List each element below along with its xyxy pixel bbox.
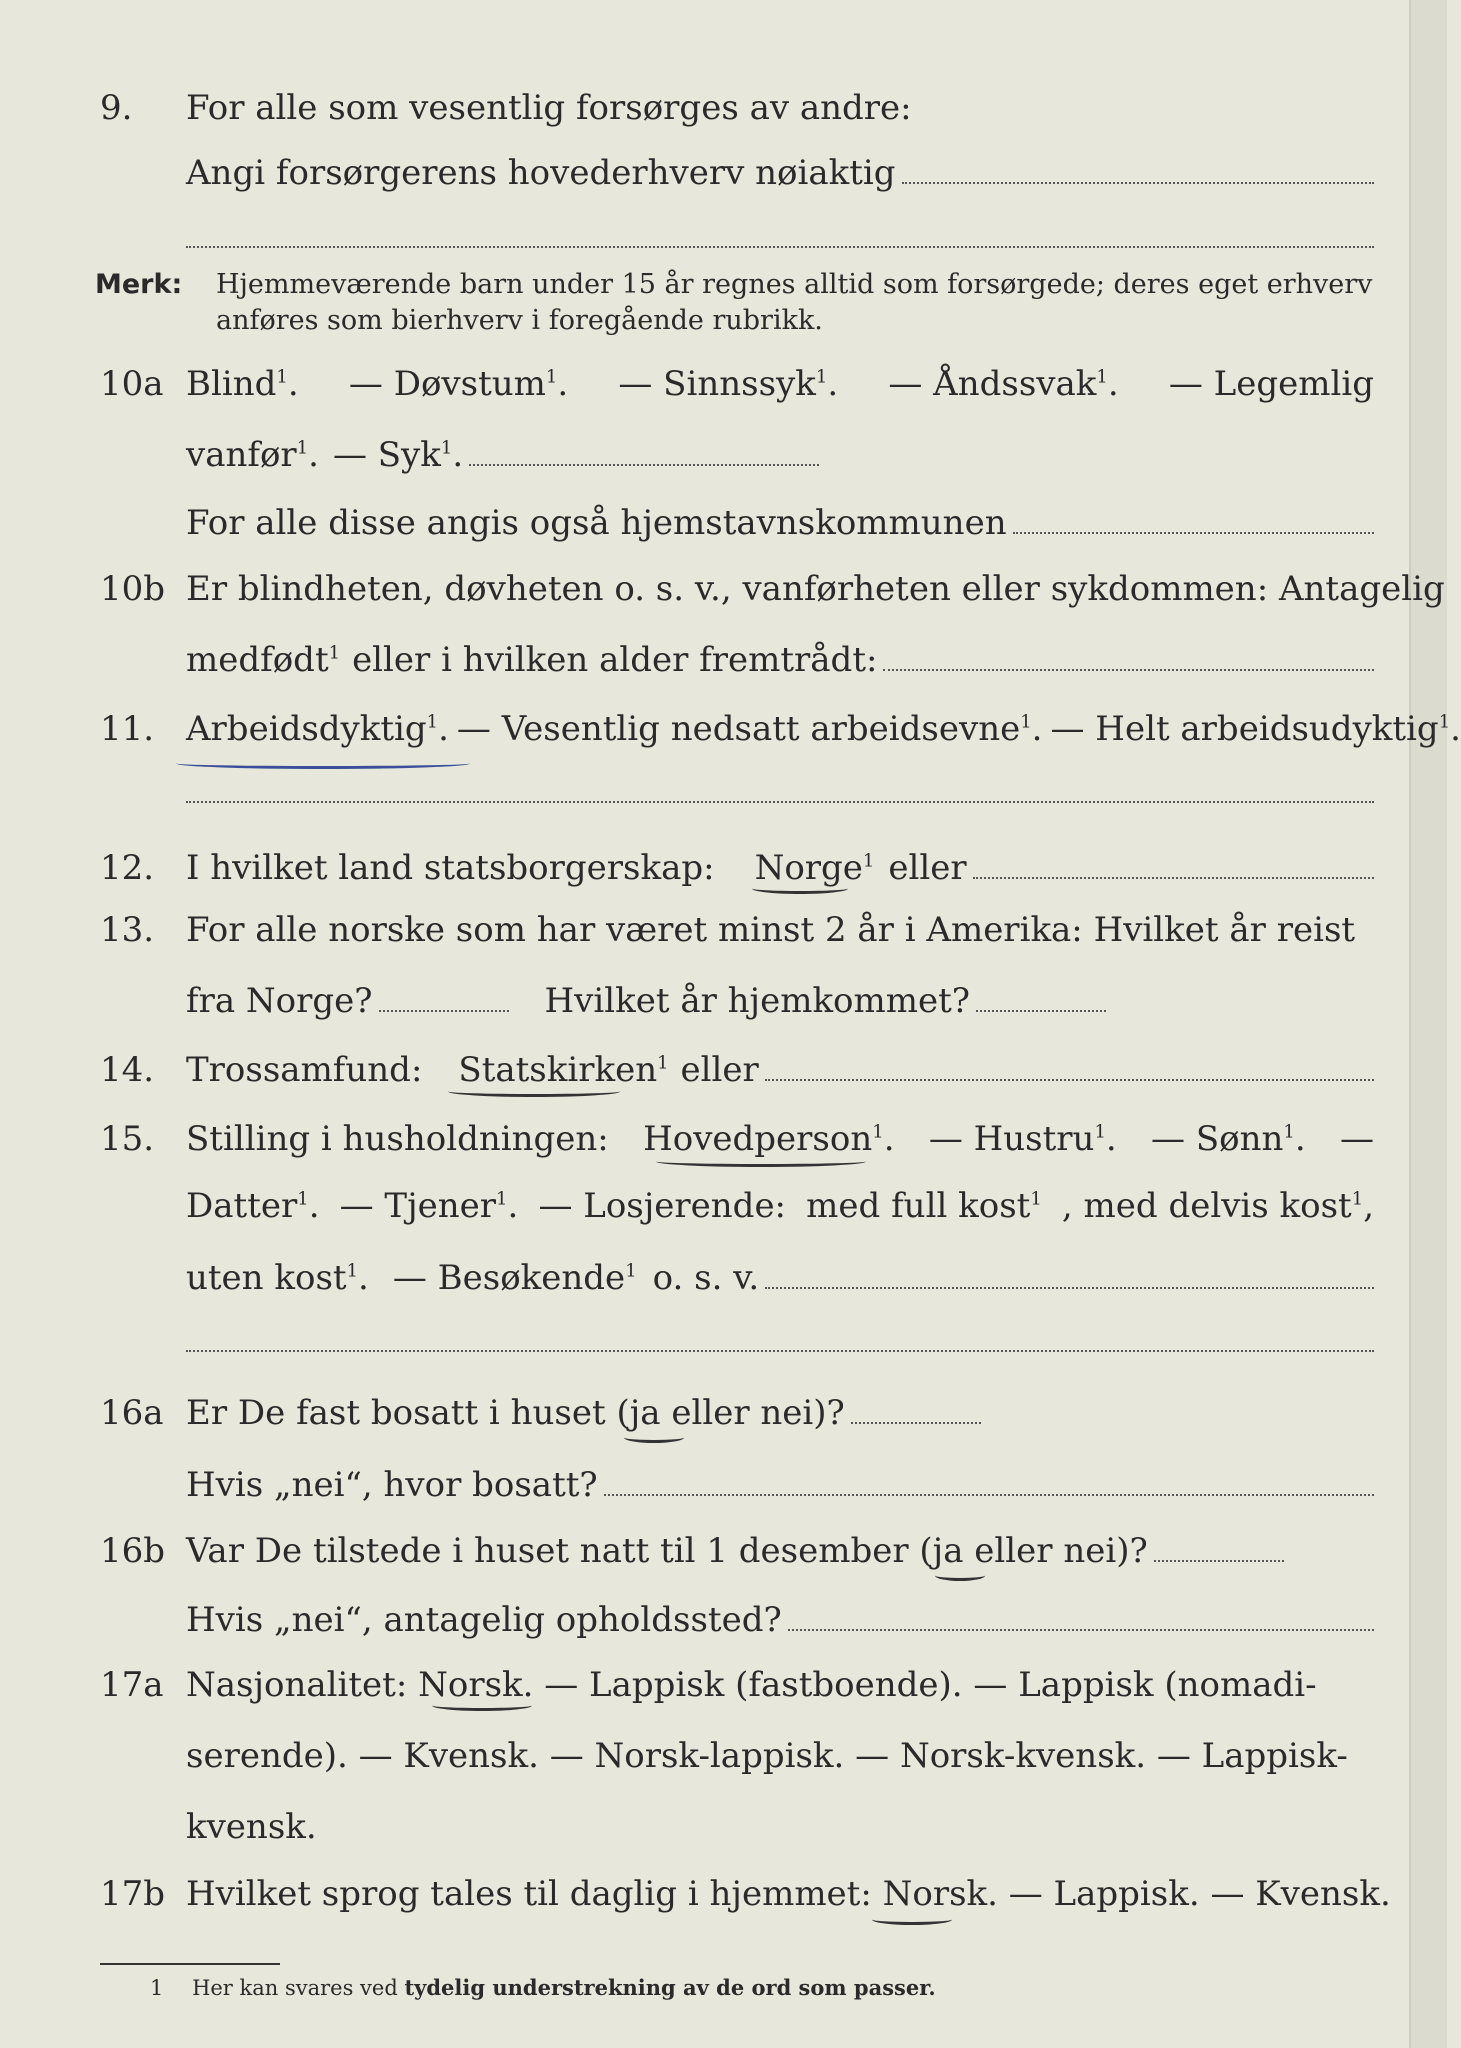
q15-losjerende: — Losjerende: (538, 1186, 787, 1226)
q17a-line3[interactable]: kvensk. (186, 1807, 317, 1847)
option-blind[interactable]: Blind$^1$. (186, 364, 299, 404)
option-sonn[interactable]: — Sønn$^1$. (1151, 1119, 1306, 1159)
q10a-line3: For alle disse angis også hjemstavnskommunen (186, 503, 1007, 543)
q13-line1: For alle norske som har været minst 2 år i Amerika: Hvilket år reist (186, 910, 1356, 950)
q9-number: 9. (100, 88, 133, 128)
q13-reist: fra Norge? (186, 981, 373, 1021)
option-legemlig[interactable]: — Legemlig (1168, 364, 1374, 404)
footnote-text-b: tydelig understrekning av de ord som passer. (404, 1975, 936, 2000)
q16a-answer-field[interactable] (851, 1396, 981, 1424)
handwritten-underline-norsk-2 (872, 1914, 952, 1925)
q17b-line1[interactable]: Hvilket sprog tales til daglig i hjemmet: Norsk. — Lappisk. — Kvensk. (186, 1874, 1391, 1914)
q12-text: I hvilket land statsborgerskap: (186, 848, 715, 888)
q15-label: Stilling i husholdningen: (186, 1119, 609, 1159)
q10b-answer-field[interactable] (883, 643, 1374, 671)
q14-label: Trossamfund: (186, 1050, 423, 1090)
q9-extra-answer-line[interactable] (186, 246, 1374, 248)
option-hustru[interactable]: — Hustru$^1$. (928, 1119, 1117, 1159)
option-datter[interactable]: Datter$^1$. (186, 1186, 320, 1226)
option-besokende[interactable]: — Besøkende$^1$ (392, 1258, 637, 1298)
q15-dash: — (1339, 1119, 1374, 1159)
q13-reist-field[interactable] (379, 984, 509, 1012)
q9-line1: For alle som vesentlig forsørges av andre: (186, 88, 912, 128)
q10b-number: 10b (100, 569, 166, 609)
q16a-bosatt-field[interactable] (604, 1468, 1374, 1496)
q15-number: 15. (100, 1119, 155, 1159)
q15-answer-field[interactable] (765, 1261, 1374, 1289)
q10a-hjemstavn-field[interactable] (1013, 506, 1374, 534)
option-vanfor[interactable]: vanfør$^1$. (186, 435, 319, 475)
merk-label: Merk: (95, 269, 183, 300)
q14-answer-field[interactable] (765, 1053, 1374, 1081)
q12-answer-field[interactable] (973, 851, 1374, 879)
option-statskirken[interactable]: Statskirken$^1$ (458, 1050, 669, 1090)
q10b-line1: Er blindheten, døvheten o. s. v., vanførheten eller sykdommen: Antagelig (186, 569, 1445, 609)
option-arbeidsdyktig[interactable]: Arbeidsdyktig$^1$. (186, 709, 449, 749)
footnote-text-a: Her kan svares ved (192, 1976, 398, 2000)
option-udyktig[interactable]: — Helt arbeidsudyktig$^1$. (1050, 709, 1461, 749)
option-hovedperson[interactable]: Hovedperson$^1$. (643, 1119, 895, 1159)
q11-number: 11. (100, 709, 155, 749)
q16a-number: 16a (100, 1393, 164, 1433)
q11-answer-line[interactable] (186, 801, 1374, 803)
footnote (150, 1975, 936, 2000)
q12-number: 12. (100, 848, 155, 888)
q14-eller: eller (680, 1050, 759, 1090)
handwritten-underline-ja-2 (935, 1570, 985, 1581)
q16a-line1: Er De fast bosatt i huset (ja eller nei)? (186, 1393, 845, 1433)
handwritten-underline-norsk (432, 1700, 532, 1711)
q16b-number: 16b (100, 1531, 166, 1571)
option-tjener[interactable]: — Tjener$^1$. (339, 1186, 519, 1226)
q16b-opholdssted-field[interactable] (788, 1603, 1374, 1631)
handwritten-underline-statskirken (448, 1086, 620, 1097)
footnote-divider (100, 1963, 280, 1965)
q17a-line1[interactable]: Nasjonalitet: Norsk. — Lappisk (fastboende). — Lappisk (nomadi- (186, 1665, 1317, 1705)
q10a-number: 10a (100, 364, 164, 404)
merk-text: Hjemmeværende barn under 15 år regnes alltid som forsørgede; deres eget erhverv anføres som bierhverv i foregående rubrikk. (216, 269, 1373, 336)
page-edge (1409, 0, 1447, 2048)
handwritten-underline-hovedperson (656, 1156, 866, 1167)
option-syk[interactable]: — Syk$^1$. (332, 435, 464, 475)
q9-answer-field[interactable] (902, 156, 1374, 184)
option-delvis-kost[interactable]: , med delvis kost$^1$, (1061, 1186, 1374, 1226)
q17a-line2[interactable]: serende). — Kvensk. — Norsk-lappisk. — Norsk-kvensk. — Lappisk- (186, 1736, 1348, 1776)
option-full-kost[interactable]: med full kost$^1$ (806, 1186, 1042, 1226)
option-norge[interactable]: Norge$^1$ (754, 848, 875, 888)
q10a-answer-field[interactable] (469, 438, 819, 466)
option-dovstum[interactable]: — Døvstum$^1$. (348, 364, 569, 404)
footnote-mark: 1 (150, 1976, 164, 2000)
q13-hjemkommet-field[interactable] (976, 984, 1106, 1012)
option-uten-kost[interactable]: uten kost$^1$. (186, 1258, 369, 1298)
q13-hjemkommet: Hvilket år hjemkommet? (544, 981, 971, 1021)
option-sinnssyk[interactable]: — Sinnssyk$^1$. (618, 364, 839, 404)
q15-extra-answer-line[interactable] (186, 1350, 1374, 1352)
q12-eller: eller (888, 848, 967, 888)
q14-number: 14. (100, 1050, 155, 1090)
option-andssvak[interactable]: — Åndssvak$^1$. (888, 364, 1119, 404)
handwritten-underline-norge (752, 883, 848, 894)
q16b-line2: Hvis „nei“, antagelig opholdssted? (186, 1600, 782, 1640)
q10b-line2: eller i hvilken alder fremtrådt: (352, 640, 878, 680)
q16b-line1: Var De tilstede i huset natt til 1 desember (ja eller nei)? (186, 1531, 1148, 1571)
q15-osv: o. s. v. (652, 1258, 760, 1298)
q16b-answer-field[interactable] (1154, 1534, 1284, 1562)
q9-line2: Angi forsørgerens hovederhverv nøiaktig (186, 153, 896, 193)
option-medfodt[interactable]: medfødt$^1$ (186, 640, 341, 680)
handwritten-underline-arbeidsdyktig (176, 758, 470, 769)
handwritten-underline-ja (624, 1432, 684, 1443)
option-nedsatt[interactable]: — Vesentlig nedsatt arbeidsevne$^1$. (456, 709, 1043, 749)
q13-number: 13. (100, 910, 155, 950)
q16a-line2: Hvis „nei“, hvor bosatt? (186, 1465, 598, 1505)
q17a-number: 17a (100, 1665, 164, 1705)
q17b-number: 17b (100, 1874, 166, 1914)
